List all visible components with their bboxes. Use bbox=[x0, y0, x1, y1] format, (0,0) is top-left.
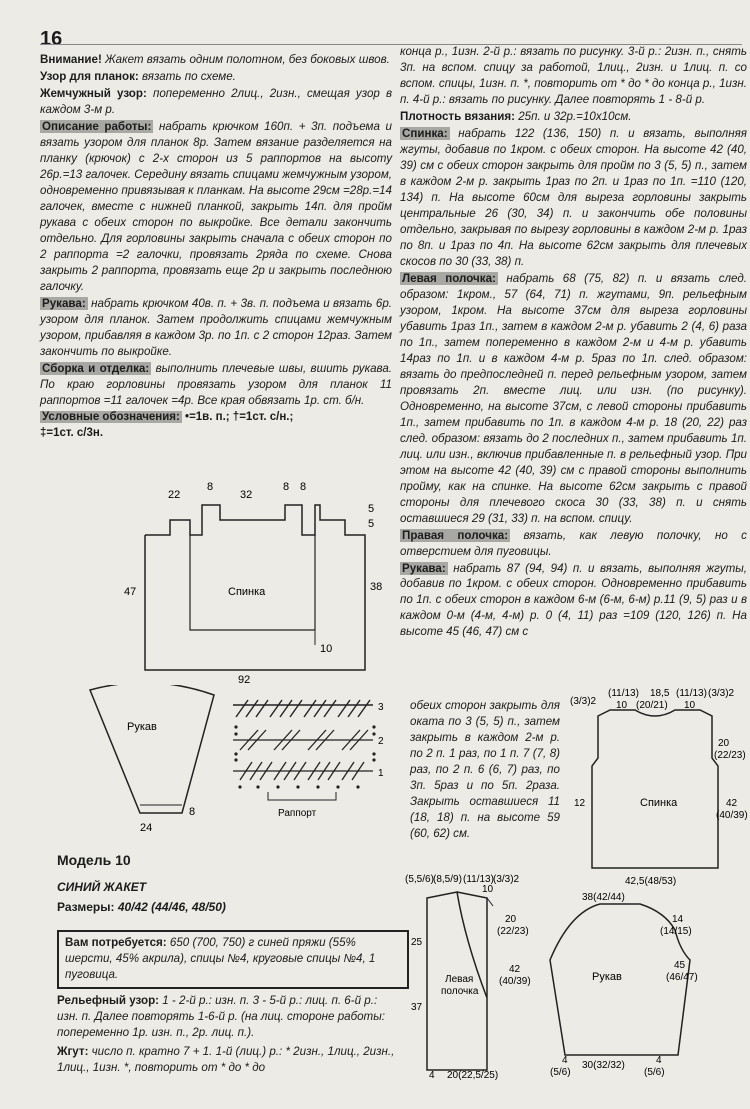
lf-dim-2: (11/13) bbox=[463, 874, 494, 885]
lf-dim-8: 42 bbox=[509, 964, 521, 975]
zhgut-paragraph: Жгут: число п. кратно 7 + 1. 1-й (лиц.) р.: * 2изн., 1лиц., 2изн., 1лиц., 1изн. *, повторить от * до * до bbox=[57, 1044, 395, 1074]
b2-dim-9: (22/23) bbox=[714, 750, 746, 761]
attention-paragraph: Внимание! Жакет вязать одним полотном, без боковых швов. bbox=[40, 53, 390, 66]
page-number: 16 bbox=[40, 28, 63, 50]
dim-5b: 5 bbox=[368, 518, 375, 530]
back2-pattern-diagram bbox=[570, 688, 748, 893]
sl-dim-7: 30(32/32) bbox=[582, 1060, 625, 1071]
right-column bbox=[400, 44, 747, 641]
sleeves2-paragraph: Рукава: набрать 87 (94, 94) п. и вязать, выполняя жгуты, добавив по 1кром. с обеих сторон. Одновременно прибавить по 1п. с обеих сторон в каждом 6-м (6-м, 6-м) р.11 (9, 5) раз и в каждом 0-м (4-м, 4-м) р. 0 (4, 11) раз =109 (120, 126) п. На высоте 45 (46, 47) см с bbox=[400, 561, 747, 639]
sl-dim-1: 14 bbox=[672, 914, 684, 925]
crochet-chart bbox=[228, 692, 393, 822]
back-pattern-diagram bbox=[120, 480, 395, 685]
row-3-label: 3 bbox=[378, 702, 384, 713]
row-1-label: 1 bbox=[378, 768, 384, 779]
lf-dim-3: (3/3)2 bbox=[493, 874, 520, 885]
sleeve-outline bbox=[90, 685, 214, 813]
back2-title: Спинка bbox=[640, 797, 678, 809]
chart-row-2 bbox=[233, 730, 373, 750]
left-front-title-1: Левая bbox=[445, 974, 474, 985]
armhole-line bbox=[190, 535, 315, 630]
b2-dim-4: (3/3)2 bbox=[708, 688, 735, 699]
chart-row-1 bbox=[233, 762, 373, 780]
dim-sleeve-8: 8 bbox=[189, 806, 196, 818]
continuation-paragraph: конца р., 1изн. 2-й р.: вязать по рисунку. 3-й р.: 2изн. п., снять 3п. на вспом. спицу за работой, 1лиц., 2изн. и 1лиц. п. со вспом. спицы, 1изн. п. *, повторить от * до * до конца р., 1изн. п. 4-й р.: вязать по рисунку. Далее повторять 1 - 8-й р. bbox=[400, 45, 747, 106]
left-front-pattern-diagram bbox=[405, 870, 555, 1080]
pearl-paragraph: Жемчужный узор: попеременно 2лиц., 2изн., смещая узор в каждом 3-м р. bbox=[40, 86, 393, 116]
dim-5a: 5 bbox=[368, 503, 375, 515]
b2-dim-1: (11/13) bbox=[608, 688, 639, 699]
b2-dim-2: 18,5 bbox=[650, 688, 670, 699]
dim-22: 22 bbox=[168, 489, 181, 501]
sleeve2-pattern-diagram bbox=[540, 890, 750, 1080]
sl-dim-2: (14/15) bbox=[660, 926, 692, 937]
chart-row-3 bbox=[233, 700, 373, 717]
sleeve-title: Рукав bbox=[127, 721, 157, 733]
b2-dim-11: 42 bbox=[726, 798, 738, 809]
sleeve-continuation: обеих сторон закрыть для оката по 3 (5, 5) п., затем закрыть в каждом 2-м р. по 2 п. 1 раз, по 1 п. 7 (7, 8) раз, по 2 п. 6 (6, 7) раз, по 3п. 5раз и по 5п. 2раза. Закрыть оставшиеся 11 (18, 18) п. на высоте 59 (60, 62) см. bbox=[410, 699, 560, 840]
sleeve2-title: Рукав bbox=[592, 971, 622, 983]
left-front-title-2: полочка bbox=[441, 986, 479, 997]
sl-dim-5: 4 bbox=[562, 1055, 568, 1066]
b2-dim-12: (40/39) bbox=[716, 810, 748, 821]
lf-dim-1: (8,5/9) bbox=[433, 874, 462, 885]
lf-dim-5: 20 bbox=[505, 914, 517, 925]
lf-dim-10: 37 bbox=[411, 1002, 423, 1013]
b2-dim-3: (11/13) bbox=[676, 688, 707, 699]
pattern-descriptions bbox=[57, 993, 400, 1078]
lf-dim-9: (40/39) bbox=[499, 976, 531, 987]
left-front-side bbox=[487, 898, 493, 906]
left-front-paragraph: Левая полочка: набрать 68 (75, 82) п. и вязать след. образом: 1кром., 57 (64, 71) п. жгутами, 9п. рельефным узором, 1кром. На высоте 37см для выреза горловины убавить 1раз 1п., затем в каждом 2-м р. убавить 2 (4, 6) раза по 1п., затем попеременно в каждом 2-м и 4-м р. убавить 14раз по 1п. и в каждом 4-м р. 5раз по 1п. след. образом: вязать до предпоследней п. перед рельефным узором, затем провязать 2п. вместе лиц. или изн. (по рисунку). Одновременно, на высоте 37см, с левой стороны прибавить 1п., затем прибавить по 1п. в каждом 4-м р. 18 (20, 22) раз след. образом: вязать до 2 последних п., затем прибавить 1п. лиц. или изн., включив прибавленные п. в рельефный узор. При этом на высоте 42 (40, 39) см с правой стороны выполнить пройму, как на спинке. На высоте 62см закрыть с правой стороны для плечевого скоса 30 (33, 38) п. и снять оставшиеся 29 (31, 33) п. на вспом. спицу. bbox=[400, 271, 747, 525]
b2-dim-7: 10 bbox=[684, 700, 696, 711]
sleeves-paragraph: Рукава: набрать крючком 40в. п. + 3в. п. подъема и вязать 6р. узором для планок. Затем продолжить спицами жемчужным узором, прибавляя в каждом 3р. по 1п. с 2 сторон 12раз. Затем закончить по выкройке. bbox=[40, 296, 392, 358]
left-column bbox=[40, 52, 392, 442]
b2-dim-6: (20/21) bbox=[636, 700, 668, 711]
dim-10: 10 bbox=[320, 643, 333, 655]
lf-dim-6: (22/23) bbox=[497, 926, 529, 937]
model-subtitle: СИНИЙ ЖАКЕТ bbox=[57, 880, 147, 894]
b2-dim-10: 12 bbox=[574, 798, 586, 809]
repeat-label: Раппорт bbox=[278, 808, 317, 819]
lf-dim-0: (5,5/6) bbox=[405, 874, 434, 885]
sl-dim-0: 38(42/44) bbox=[582, 892, 625, 903]
materials-box: Вам потребуется: 650 (700, 750) г синей пряжи (55% шерсти, 45% акрила), спицы №4, круговые спицы №4, 1 пуговица. bbox=[57, 930, 409, 989]
dim-32: 32 bbox=[240, 489, 253, 501]
planka-paragraph: Узор для планок: вязать по схеме. bbox=[40, 69, 236, 83]
dim-8c: 8 bbox=[300, 481, 307, 493]
sl-dim-9: (5/6) bbox=[644, 1067, 665, 1078]
back-title: Спинка bbox=[228, 586, 266, 598]
back2-outline bbox=[592, 710, 718, 868]
sleeve-pattern-diagram bbox=[82, 685, 222, 835]
b2-dim-13: 42,5(48/53) bbox=[625, 876, 677, 887]
b2-dim-5: 10 bbox=[616, 700, 628, 711]
b2-dim-0: (3/3)2 bbox=[570, 696, 597, 707]
lf-dim-7: 25 bbox=[411, 937, 423, 948]
assembly-paragraph: Сборка и отделка: выполнить плечевые швы, вшить рукава. По краю горловины провязать узором для планок 11 раппортов =11 галочек =4р. Все края обвязать 1р. ст. б/н. bbox=[40, 361, 392, 407]
dim-38: 38 bbox=[370, 581, 383, 593]
legend: Условные обозначения: •=1в. п.; †=1ст. с/н.; ‡=1ст. с/3н. bbox=[40, 410, 294, 439]
dim-sleeve-24: 24 bbox=[140, 822, 153, 834]
right-front-paragraph: Правая полочка: вязать, как левую полочку, но с отверстием для пуговицы. bbox=[400, 528, 747, 558]
density-paragraph: Плотность вязания: 25п. и 32р.=10х10см. bbox=[400, 109, 632, 123]
description-paragraph: Описание работы: набрать крючком 160п. + 3п. подъема и вязать узором для планок 8р. Затем вязание разделяется на планку (крючок) с 2-х сторон из 5 раппортов на высоту 26р.=13 галочек. Середину вязать спицами жемчужным узором, одновременно привязывая к планкам. На высоте 29см =28р.=14 галочек, вместе с нижней планкой, закрыть 14п. для пройм рукава с обеих сторон по выкройке. Все детали закончить отдельно. Для горловины закрыть сначала с обеих сторон по 2 раппорта =2 галочки, провязать 2ряда по схеме. Снова закрыть 2 раппорта, провязать еще 2р и закрыть последнюю галочку. bbox=[40, 119, 392, 293]
sl-dim-4: (46/47) bbox=[666, 972, 698, 983]
dim-8b: 8 bbox=[283, 481, 290, 493]
sizes-line: Размеры: 40/42 (44/46, 48/50) bbox=[57, 900, 226, 914]
lf-dim-11: 4 bbox=[429, 1070, 435, 1080]
dim-47: 47 bbox=[124, 586, 137, 598]
sl-dim-3: 45 bbox=[674, 960, 686, 971]
sl-dim-6: (5/6) bbox=[550, 1067, 571, 1078]
lf-dim-4: 10 bbox=[482, 884, 494, 895]
dim-8a: 8 bbox=[207, 481, 214, 493]
dim-92: 92 bbox=[238, 674, 251, 685]
row-2-label: 2 bbox=[378, 736, 384, 747]
repeat-bracket bbox=[268, 792, 336, 800]
b2-dim-8: 20 bbox=[718, 738, 730, 749]
back-paragraph: Спинка: набрать 122 (136, 150) п. и вязать, выполняя жгуты, добавив по 1кром. с обеих сторон. На высоте 42 (40, 39) см с обеих сторон закрыть для пройм по 3 (5, 5) п., затем в каждом 2-м р. закрыть 1раз по 2п. и 1раз по 1п. =110 (120, 134) п. На высоте 60см для выреза горловины закрыть центральные 26 (30, 34) п. и закончить обе половины отдельно, закрывая по вырезу горловины в каждом 2-м р. 1раз по 8п. и 1раз по 4п. На высоте 62см закрыть для плечевых скосов по 30 (33, 38) п. bbox=[400, 126, 747, 268]
model-title: Модель 10 bbox=[57, 852, 131, 868]
chart-chain-dots bbox=[234, 725, 375, 788]
sl-dim-8: 4 bbox=[656, 1055, 662, 1066]
lf-dim-12: 20(22,5/25) bbox=[447, 1070, 499, 1080]
relief-paragraph: Рельефный узор: 1 - 2-й р.: изн. п. 3 - 5-й р.: лиц. п. 6-й р.: изн. п. Далее повторять 1-6-й р. (на лиц. стороне работы: попеременно 1р. изн. п., 2р. лиц. п.). bbox=[57, 994, 385, 1040]
